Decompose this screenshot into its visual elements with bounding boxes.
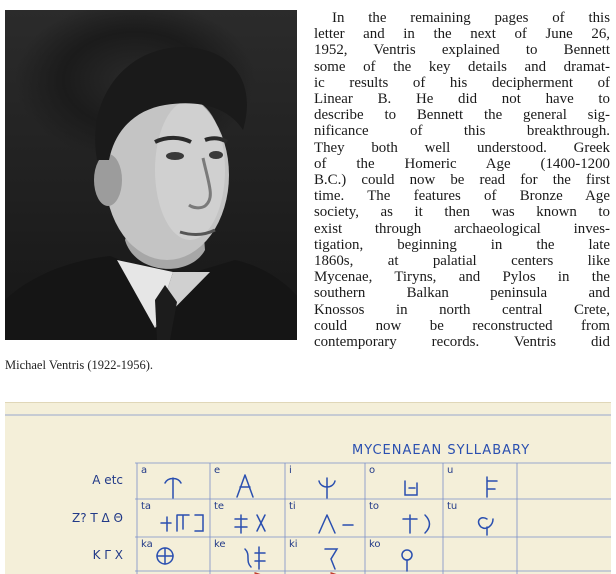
body-text [314, 10, 610, 350]
cell-label: te [214, 501, 225, 512]
cell-label: ta [141, 501, 152, 512]
cell-label: ka [141, 539, 153, 550]
body-text-line: 1860s, at palatial centers like [314, 253, 610, 270]
body-text-line: southern Balkan peninsula and [314, 285, 610, 302]
body-text-line: They both well understood. Greek [314, 139, 610, 156]
body-text-line: Linear B. He did not have to [314, 91, 610, 108]
cell-label: i [289, 465, 292, 476]
portrait-figure [5, 10, 297, 340]
body-text-line: In the remaining pages of this [332, 10, 610, 26]
photo-caption: Michael Ventris (1922-1956). [5, 358, 154, 372]
portrait-photo [5, 10, 297, 340]
body-text-line: Mycenae, Tiryns, and Pylos in the [314, 269, 610, 286]
cell-label: ti [289, 501, 296, 512]
body-text-line: nificance of this breakthrough. [314, 123, 610, 140]
body-text-line: society, as it then was known to [314, 204, 610, 221]
body-text-line: letter and in the next of June 26, [314, 26, 610, 43]
cell-label: e [214, 465, 221, 476]
body-text-line: ic results of his decipherment of [314, 74, 610, 91]
body-text-line: some of the key details and dramat- [314, 58, 610, 75]
syllabary-title: MYCENAEAN SYLLABARY [352, 443, 531, 458]
body-text-line: describe to Bennett the general sig- [314, 107, 610, 124]
body-text-line: tigation, beginning in the late [314, 236, 610, 253]
cell-label: ki [289, 539, 298, 550]
cell-label: to [369, 501, 380, 512]
cell-label: u [447, 465, 454, 476]
body-text-line: contemporary records. Ventris did [314, 334, 610, 351]
body-text-line: time. The features of Bronze Age [314, 188, 610, 205]
body-text-line: 1952, Ventris explained to Bennett [314, 42, 610, 59]
syllabary-chart [5, 402, 611, 574]
row-label: K Γ X [92, 548, 123, 562]
cell-label: o [369, 465, 376, 476]
body-text-line: Knossos in north central Crete, [314, 301, 610, 318]
cell-label: a [141, 465, 148, 476]
cell-label: tu [447, 501, 458, 512]
row-label: Z? T Δ Θ [71, 511, 123, 525]
body-text-line: B.C.) could now be read for the first [314, 172, 610, 189]
cell-label: ko [369, 539, 381, 550]
body-text-line: of the Homeric Age (1400-1200 [314, 155, 610, 172]
body-text-line: could now be reconstructed from [314, 317, 610, 334]
body-text-line: exist through archaeological inves- [314, 220, 610, 237]
row-label: A etc [92, 473, 123, 487]
cell-label: ke [214, 539, 226, 550]
